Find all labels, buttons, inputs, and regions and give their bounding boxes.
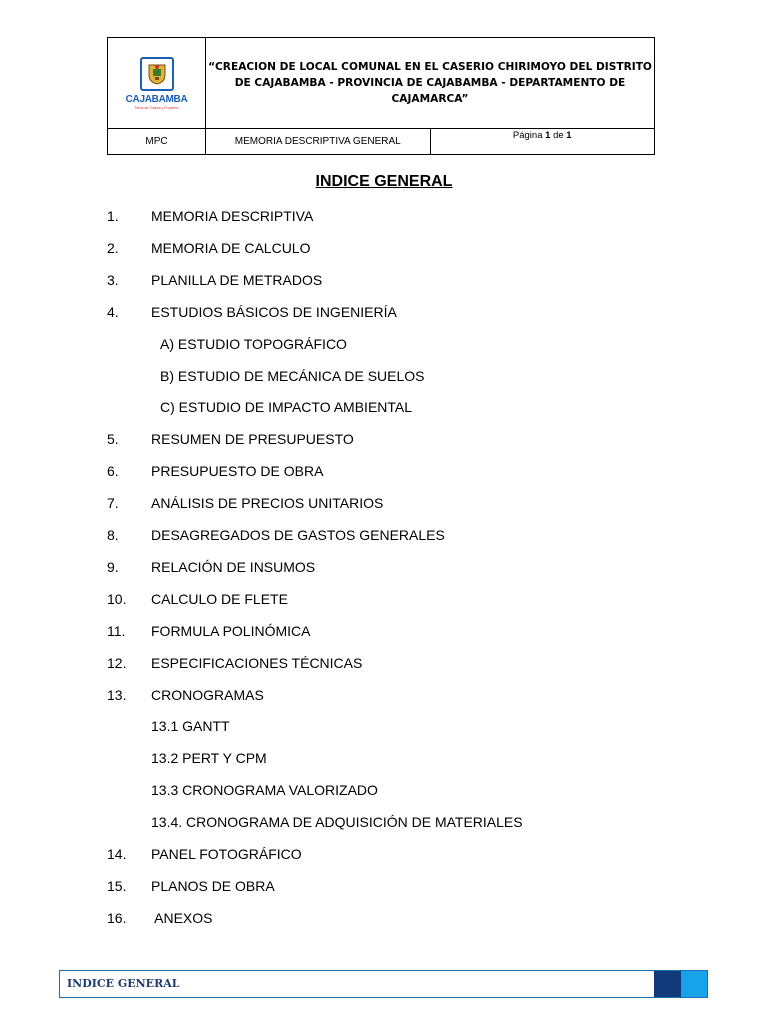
page-of: de	[553, 130, 564, 141]
toc-item-number: 8.	[107, 527, 119, 543]
toc-item-label: PLANOS DE OBRA	[151, 877, 275, 894]
page-footer	[59, 970, 708, 998]
page-title: INDICE GENERAL	[315, 173, 453, 190]
toc-item-number: 14.	[107, 846, 127, 862]
toc-item-label: 13.4. CRONOGRAMA DE ADQUISICIÓN DE MATERIALES	[151, 814, 523, 831]
header-code: MPC	[108, 129, 206, 155]
toc-item-label: B) ESTUDIO DE MECÁNICA DE SUELOS	[160, 367, 425, 384]
toc-item-number: 1.	[107, 208, 119, 224]
header-page-number	[430, 129, 655, 155]
toc-item-label: RELACIÓN DE INSUMOS	[151, 558, 316, 575]
header-document-name: MEMORIA DESCRIPTIVA GENERAL	[206, 129, 431, 155]
municipality-logo	[108, 57, 205, 110]
logo-tagline: Tierra de Cultura y Progreso	[134, 105, 179, 110]
toc-item-number: 7.	[107, 495, 119, 512]
toc-item-number: 6.	[107, 463, 119, 480]
footer-dark-block	[654, 971, 681, 997]
toc-item-label: MEMORIA DESCRIPTIVA	[151, 208, 314, 224]
toc-item-label: CALCULO DE FLETE	[151, 590, 288, 607]
toc-item-number: 4.	[107, 303, 119, 320]
toc-item-label: RESUMEN DE PRESUPUESTO	[151, 431, 354, 448]
logo-cell	[108, 38, 206, 129]
footer-label: INDICE GENERAL	[67, 977, 180, 990]
toc-item-label: FORMULA POLINÓMICA	[151, 622, 311, 639]
toc-item-label: C) ESTUDIO DE IMPACTO AMBIENTAL	[160, 399, 413, 416]
project-title: “CREACION DE LOCAL COMUNAL EN EL CASERIO CHIRIMOYO DEL DISTRITO DE CAJABAMBA - PROVINCIA DE CAJABAMBA - DEPARTAMENTO DE CAJAMARCA”	[206, 38, 655, 129]
logo-text: CAJABAMBA	[125, 93, 188, 105]
toc-item-number: 11.	[107, 622, 126, 639]
footer-light-block	[681, 971, 707, 997]
toc-item-label: CRONOGRAMAS	[151, 686, 264, 703]
toc-item-label: ESPECIFICACIONES TÉCNICAS	[151, 654, 363, 671]
toc-item-label: ANEXOS	[151, 909, 213, 926]
toc-item-number: 3.	[107, 271, 119, 288]
toc-item-label: PLANILLA DE METRADOS	[151, 271, 323, 288]
toc-item-label: 13.1 GANTT	[151, 718, 230, 735]
toc-item-label: ANÁLISIS DE PRECIOS UNITARIOS	[151, 495, 384, 512]
toc-item-label: PANEL FOTOGRÁFICO	[151, 846, 302, 862]
toc-item-number: 2.	[107, 239, 119, 256]
toc-item-number: 15.	[107, 877, 127, 894]
toc-item-label: 13.3 CRONOGRAMA VALORIZADO	[151, 782, 378, 799]
toc-item-number: 13.	[107, 686, 127, 703]
toc-item-number: 12.	[107, 654, 127, 671]
page-current: 1	[545, 130, 551, 141]
toc-item-label: MEMORIA DE CALCULO	[151, 239, 311, 256]
coat-of-arms-icon	[140, 57, 174, 91]
toc-item-number: 9.	[107, 558, 119, 575]
toc-item-label: PRESUPUESTO DE OBRA	[151, 463, 324, 480]
toc-item-label: 13.2 PERT Y CPM	[151, 750, 267, 767]
toc-item-label: ESTUDIOS BÁSICOS DE INGENIERÍA	[151, 303, 397, 320]
toc-item-number: 16.	[107, 909, 127, 926]
toc-item-label: DESAGREGADOS DE GASTOS GENERALES	[151, 527, 445, 543]
toc-item-label: A) ESTUDIO TOPOGRÁFICO	[160, 335, 347, 352]
document-header	[107, 37, 655, 155]
page-total: 1	[566, 130, 572, 141]
toc-item-number: 5.	[107, 431, 119, 448]
page-word: Página	[512, 130, 543, 141]
toc-item-number: 10.	[107, 590, 127, 607]
